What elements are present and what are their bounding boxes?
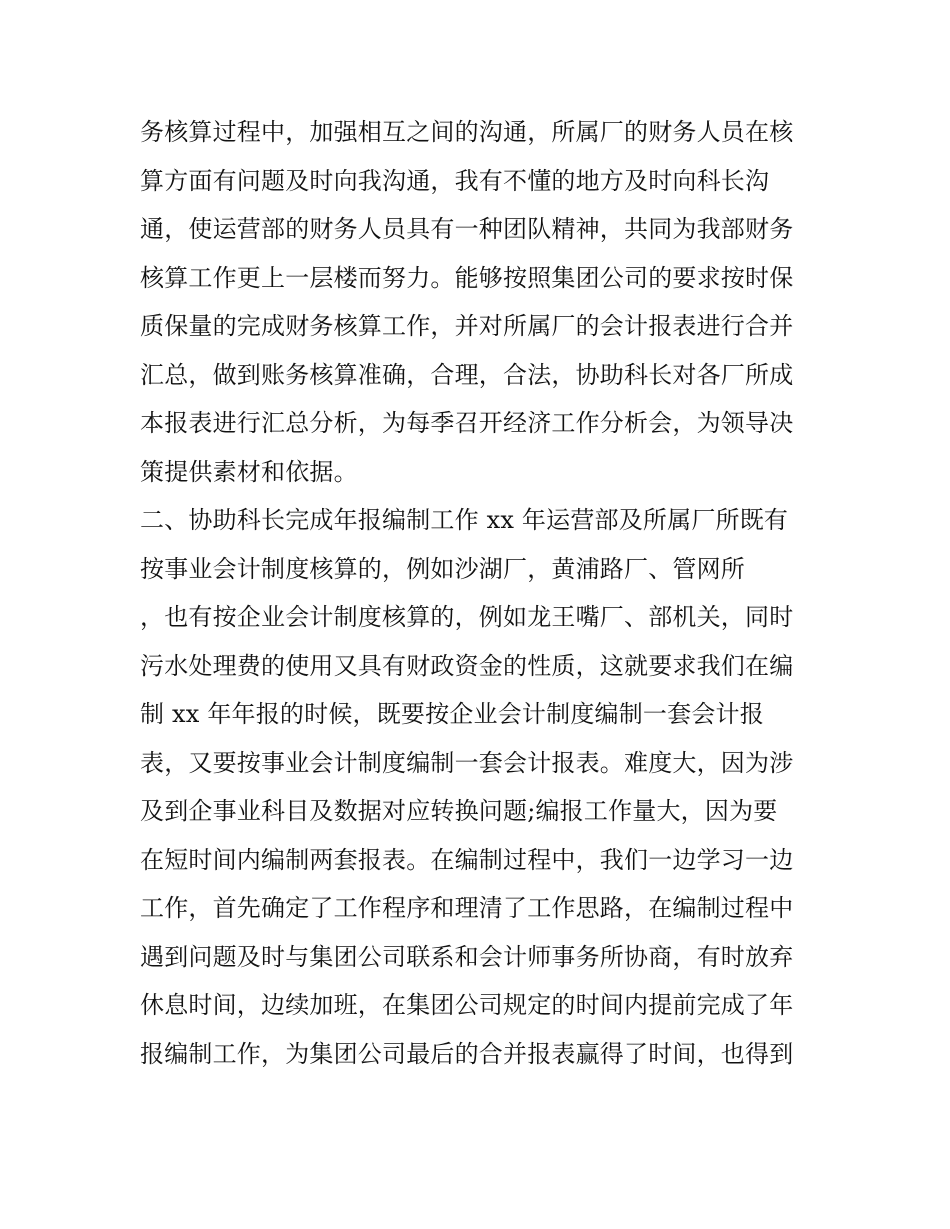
text-line-2: 算方面有问题及时向我沟通，我有不懂的地方及时向科长沟 xyxy=(140,166,770,195)
text-line-14: 表，又要按事业会计制度编制一套会计报表。难度大，因为涉 xyxy=(140,748,794,777)
text-line-13: 制 xx 年年报的时候，既要按企业会计制度编制一套会计报 xyxy=(140,700,764,728)
section-heading-line: 二、协助科长完成年报编制工作 xx 年运营部及所属厂所既有 xyxy=(140,506,789,534)
body-text xyxy=(140,108,830,1078)
text-line-1: 务核算过程中，加强相互之间的沟通，所属厂的财务人员在核 xyxy=(140,118,794,146)
text-line-20: 报编制工作，为集团公司最后的合并报表赢得了时间，也得到 xyxy=(140,1039,794,1068)
text-line-5: 质保量的完成财务核算工作，并对所属厂的会计报表进行合并 xyxy=(140,312,794,340)
text-line-19: 休息时间，边续加班，在集团公司规定的时间内提前完成了年 xyxy=(140,991,794,1019)
text-line-8: 策提供素材和依据。 xyxy=(140,457,358,486)
text-line-15: 及到企事业科目及数据对应转换问题;编报工作量大，因为要 xyxy=(140,797,778,825)
text-line-16: 在短时间内编制两套报表。在编制过程中，我们一边学习一边 xyxy=(140,845,794,874)
text-line-12: 污水处理费的使用又具有财政资金的性质，这就要求我们在编 xyxy=(140,651,794,680)
text-line-6: 汇总，做到账务核算准确，合理，合法，协助科长对各厂所成 xyxy=(140,360,794,389)
text-line-4: 核算工作更上一层楼而努力。能够按照集团公司的要求按时保 xyxy=(140,263,794,292)
text-line-10: 按事业会计制度核算的，例如沙湖厂，黄浦路厂、管网所 xyxy=(140,554,745,583)
text-line-3: 通，使运营部的财务人员具有一种团队精神，共同为我部财务 xyxy=(140,215,794,243)
text-line-11: ，也有按企业会计制度核算的，例如龙王嘴厂、部机关，同时 xyxy=(140,603,794,631)
text-line-17: 工作，首先确定了工作程序和理清了工作思路，在编制过程中 xyxy=(140,894,794,922)
text-line-18: 遇到问题及时与集团公司联系和会计师事务所协商，有时放弃 xyxy=(140,942,794,971)
text-line-7: 本报表进行汇总分析，为每季召开经济工作分析会，为领导决 xyxy=(140,409,794,437)
